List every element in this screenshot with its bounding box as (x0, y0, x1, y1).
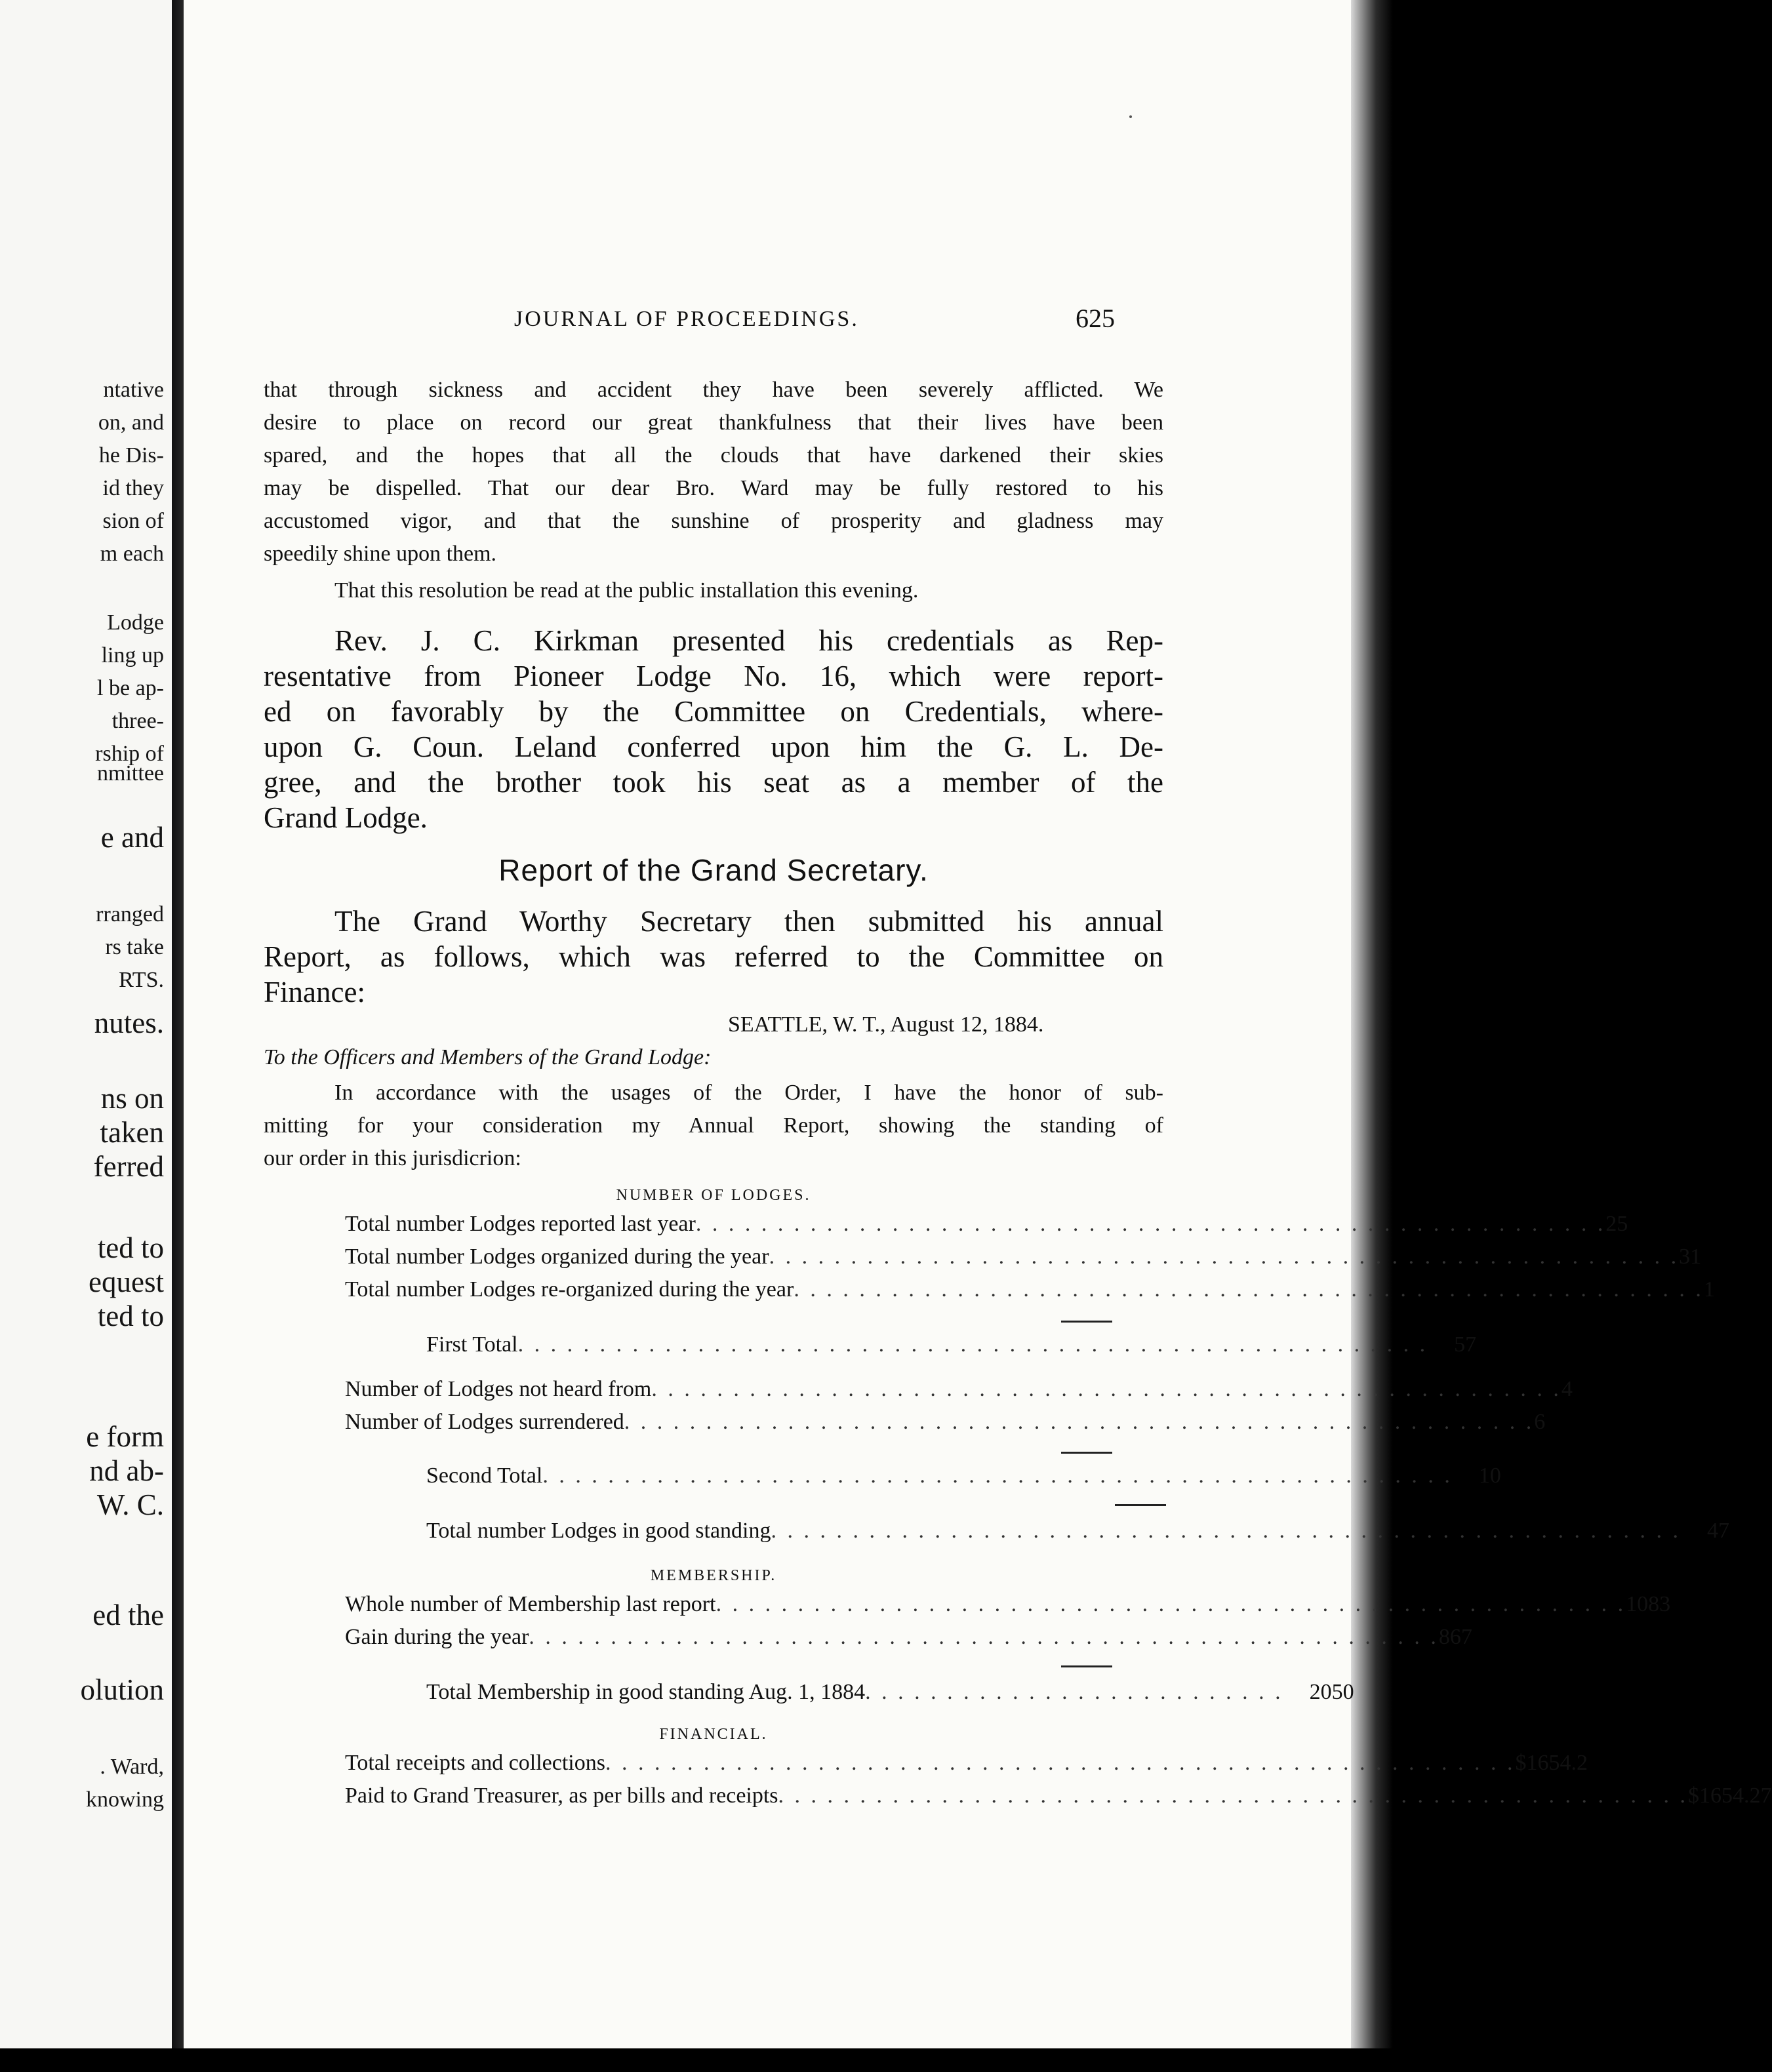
row-value: 867 (1438, 1625, 1472, 1649)
left-fragment: olution (80, 1673, 164, 1706)
text-line: upon G. Coun. Leland conferred upon him the G. L. De- (264, 730, 1163, 763)
sum-rule (1061, 1665, 1112, 1667)
financial-heading: FINANCIAL. (659, 1726, 768, 1743)
row-value: 6 (1534, 1410, 1546, 1434)
left-fragment: he Dis- (98, 443, 164, 468)
left-fragment: on, and (98, 410, 164, 435)
row-value: 10 (1478, 1464, 1501, 1488)
left-fragment: rship of (95, 742, 164, 766)
row-label: Second Total (426, 1464, 543, 1488)
row-label: Total number Lodges re-organized during the year (345, 1277, 794, 1302)
text-line: mitting for your consideration my Annual Report, showing the standing of (264, 1113, 1163, 1138)
row-label: Gain during the year (345, 1625, 529, 1649)
table-row (345, 1212, 1628, 1237)
speck (1129, 115, 1132, 118)
left-fragment: nmittee (97, 761, 164, 786)
row-label: Number of Lodges not heard from (345, 1377, 652, 1401)
left-facing-page (0, 0, 172, 2048)
text-line: resentative from Pioneer Lodge No. 16, which were report- (264, 660, 1163, 692)
kirkman-paragraph (264, 623, 1163, 835)
row-value: 47 (1707, 1519, 1729, 1543)
total-row (426, 1680, 1354, 1705)
left-fragment: ns on (100, 1082, 164, 1115)
row-label: Total receipts and collections (345, 1751, 605, 1775)
text-line: Rev. J. C. Kirkman presented his credentials as Rep- (334, 624, 1163, 657)
table-row (345, 1783, 1772, 1808)
leader-dots: . . . . . . . . . . . . . . . . . . . . . . . . . . (865, 1680, 1283, 1704)
leader-dots: . . . . . . . . . . . . . . . . . . . . . . . . . . . . . . . . . . . . . . . . . . . . . . . . . . . . . . . . (771, 1519, 1681, 1543)
left-fragment: W. C. (96, 1488, 164, 1521)
left-fragment: e and (100, 821, 164, 854)
sum-rule (1115, 1504, 1166, 1506)
table-row (345, 1751, 1588, 1776)
row-label: Total number Lodges reported last year (345, 1212, 696, 1236)
text-line: may be dispelled. That our dear Bro. Ward may be fully restored to his (264, 476, 1163, 500)
row-label: Whole number of Membership last report (345, 1592, 716, 1616)
section-heading: Report of the Grand Secretary. (498, 853, 929, 887)
row-label: Total number Lodges organized during the year (345, 1245, 769, 1269)
left-fragment: three- (111, 709, 164, 733)
leader-dots: . . . . . . . . . . . . . . . . . . . . . . . . . . . . . . . . . . . . . . . . . . . . . . . . . . . . . . . . (769, 1245, 1680, 1269)
total-row (426, 1519, 1729, 1544)
leader-dots: . . . . . . . . . . . . . . . . . . . . . . . . . . . . . . . . . . . . . . . . . . . . . . . . . . . . . . . . (651, 1377, 1561, 1401)
left-fragment: taken (100, 1116, 164, 1149)
left-fragment: ted to (97, 1231, 164, 1264)
left-fragment: e form (86, 1420, 164, 1453)
leader-dots: . . . . . . . . . . . . . . . . . . . . . . . . . . . . . . . . . . . . . . . . . . . . . . . . . . . . . . . . (542, 1464, 1453, 1488)
total-row (426, 1332, 1477, 1357)
leader-dots: . . . . . . . . . . . . . . . . . . . . . . . . . . . . . . . . . . . . . . . . . . . . . . . . . . . . . . . . (695, 1212, 1606, 1236)
left-fragment: m each (100, 542, 164, 566)
leader-dots: . . . . . . . . . . . . . . . . . . . . . . . . . . . . . . . . . . . . . . . . . . . . . . . . . . . . . . . . (529, 1625, 1439, 1649)
row-value: $1654.27 (1688, 1783, 1772, 1808)
row-value: 1 (1703, 1277, 1715, 1302)
lodges-heading: NUMBER OF LODGES. (616, 1187, 811, 1204)
row-label: Total number Lodges in good standing (426, 1519, 771, 1543)
text-line: desire to place on record our great thankfulness that their lives have been (264, 410, 1163, 435)
page-number: 625 (1076, 304, 1115, 333)
dateline: SEATTLE, W. T., August 12, 1884. (728, 1012, 1044, 1037)
table-row (345, 1245, 1702, 1269)
text-line: that through sickness and accident they have been severely afflicted. We (264, 378, 1163, 402)
left-fragment: ted to (97, 1300, 164, 1332)
left-fragment: knowing (86, 1787, 164, 1812)
leader-dots: . . . . . . . . . . . . . . . . . . . . . . . . . . . . . . . . . . . . . . . . . . . . . . . . . . . . . . . . (517, 1332, 1428, 1357)
left-fragment: Lodge (107, 610, 164, 635)
left-fragment: l be ap- (97, 676, 164, 700)
left-fragment: RTS. (119, 968, 164, 992)
left-fragment: equest (89, 1265, 164, 1298)
left-fragment: . Ward, (100, 1755, 164, 1779)
sum-rule (1061, 1321, 1112, 1323)
total-row (426, 1464, 1501, 1488)
resolution-note: That this resolution be read at the public installation this evening. (334, 578, 919, 603)
left-fragment: nutes. (94, 1006, 164, 1039)
row-value: 57 (1454, 1332, 1477, 1357)
leader-dots: . . . . . . . . . . . . . . . . . . . . . . . . . . . . . . . . . . . . . . . . . . . . . . . . . . . . . . . . (624, 1410, 1535, 1434)
secretary-paragraph (264, 904, 1163, 1010)
left-fragment: rs take (105, 935, 164, 959)
text-line: Finance: (264, 976, 365, 1008)
row-value: 31 (1679, 1245, 1702, 1269)
row-value: 1083 (1626, 1592, 1671, 1616)
resolution-paragraph (264, 374, 1163, 570)
leader-dots: . . . . . . . . . . . . . . . . . . . . . . . . . . . . . . . . . . . . . . . . . . . . . . . . . . . . . . . . (605, 1751, 1516, 1775)
table-row (345, 1625, 1472, 1650)
text-line: gree, and the brother took his seat as a member of the (264, 766, 1163, 799)
text-line: accustomed vigor, and that the sunshine of prosperity and gladness may (264, 509, 1163, 533)
sum-rule (1061, 1452, 1112, 1454)
text-line: Report, as follows, which was referred to the Committee on (264, 940, 1163, 973)
salutation: To the Officers and Members of the Grand Lodge: (264, 1045, 712, 1069)
left-fragment: ed the (92, 1599, 164, 1631)
row-label: Number of Lodges surrendered (345, 1410, 624, 1434)
text-line: spared, and the hopes that all the clouds that have darkened their skies (264, 443, 1163, 468)
leader-dots: . . . . . . . . . . . . . . . . . . . . . . . . . . . . . . . . . . . . . . . . . . . . . . . . . . . . . . . . (715, 1592, 1626, 1616)
table-row (345, 1377, 1573, 1402)
left-fragment: ferred (93, 1150, 164, 1183)
row-value: 25 (1605, 1212, 1628, 1236)
left-fragment: id they (102, 476, 164, 500)
gutter-shadow (172, 0, 185, 2072)
row-label: First Total (426, 1332, 518, 1357)
leader-dots: . . . . . . . . . . . . . . . . . . . . . . . . . . . . . . . . . . . . . . . . . . . . . . . . . . . . . . . . (794, 1277, 1704, 1302)
row-value: 2050 (1309, 1680, 1354, 1704)
text-line: our order in this jurisdicrion: (264, 1146, 521, 1170)
running-head: JOURNAL OF PROCEEDINGS. (514, 307, 859, 331)
text-line: The Grand Worthy Secretary then submitted his annual (334, 905, 1163, 938)
bottom-edge (0, 2048, 1393, 2072)
row-value: 4 (1561, 1377, 1573, 1401)
leader-dots: . . . . . . . . . . . . . . . . . . . . . . . . . . . . . . . . . . . . . . . . . . . . . . . . . . . . . . . . (778, 1783, 1689, 1808)
text-line: In accordance with the usages of the Order, I have the honor of sub- (334, 1081, 1163, 1105)
intro-paragraph (264, 1077, 1163, 1175)
row-label: Total Membership in good standing Aug. 1, 1884 (426, 1680, 866, 1704)
text-line: ed on favorably by the Committee on Credentials, where- (264, 695, 1163, 728)
row-value: $1654.2 (1515, 1751, 1588, 1775)
left-fragment: sion of (102, 509, 164, 533)
table-row (345, 1592, 1671, 1617)
left-fragment: rranged (96, 902, 164, 926)
table-row (345, 1277, 1715, 1302)
text-line: speedily shine upon them. (264, 542, 497, 566)
row-label: Paid to Grand Treasurer, as per bills and receipts (345, 1783, 778, 1808)
membership-heading: MEMBERSHIP. (650, 1567, 777, 1584)
left-fragment: nd ab- (89, 1454, 164, 1487)
text-line: Grand Lodge. (264, 801, 428, 834)
table-row (345, 1410, 1546, 1435)
left-fragment: ntative (103, 378, 164, 402)
left-fragment: ling up (101, 643, 164, 667)
